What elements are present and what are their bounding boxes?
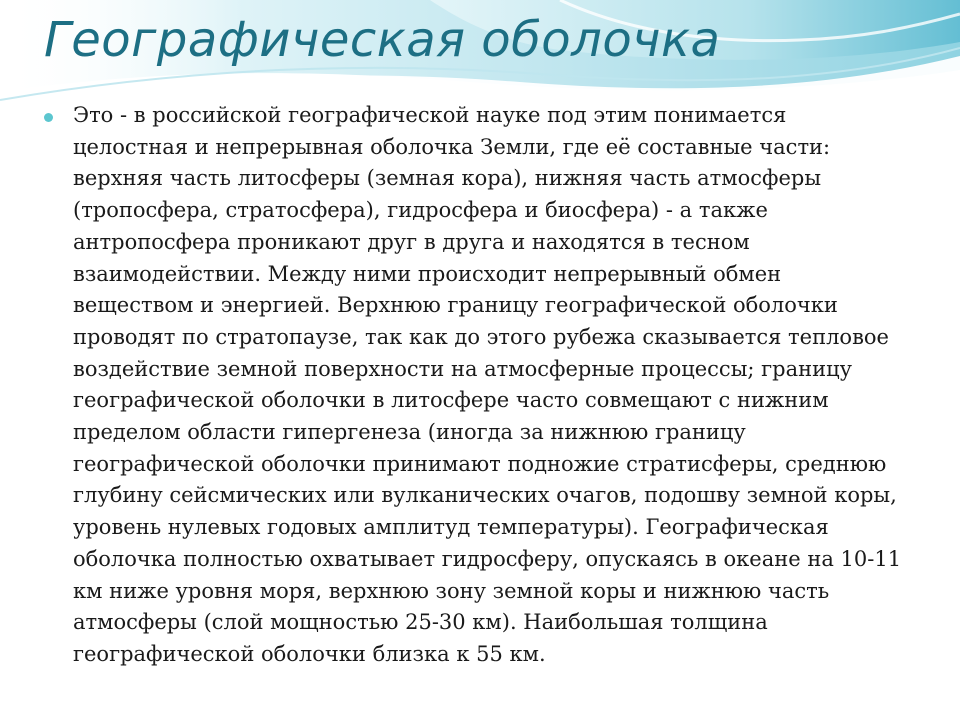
bullet-text: Это - в российской географической науке под этим понимается целостная и непрерывная оболочка Земли, где её составные части: верхняя часть литосферы (земная кора), нижняя часть атмосферы (тропосфера, стратосфера), гидросфера и биосфера) - а также антропосфера проникают друг в друга и находятся в тесном взаимодействии. Между ними происходит непрерывный обмен веществом и энергией. Верхнюю границу географической оболочки проводят по стратопаузе, так как до этого рубежа сказывается тепловое воздействие земной поверхности на атмосферные процессы; границу географической оболочки в литосфере часто совмещают с нижним пределом области гипергенеза (иногда за нижнюю границу географической оболочки принимают подножие стратисферы, среднюю глубину сейсмических или вулканических очагов, подошву земной коры, уровень нулевых годовых амплитуд температуры). Географическая оболочка полностью охватывает гидросферу, опускаясь в океане на 10-11 км ниже уровня моря, верхнюю зону земной коры и нижнюю часть атмосферы (слой мощностью 25-30 км). Наибольшая толщина географической оболочки близка к 55 км. xyxy=(73,103,902,666)
bullet-dot-icon xyxy=(44,113,53,122)
slide-title: Географическая оболочка xyxy=(44,12,721,68)
slide-content xyxy=(44,100,904,671)
bullet-item xyxy=(44,100,904,671)
